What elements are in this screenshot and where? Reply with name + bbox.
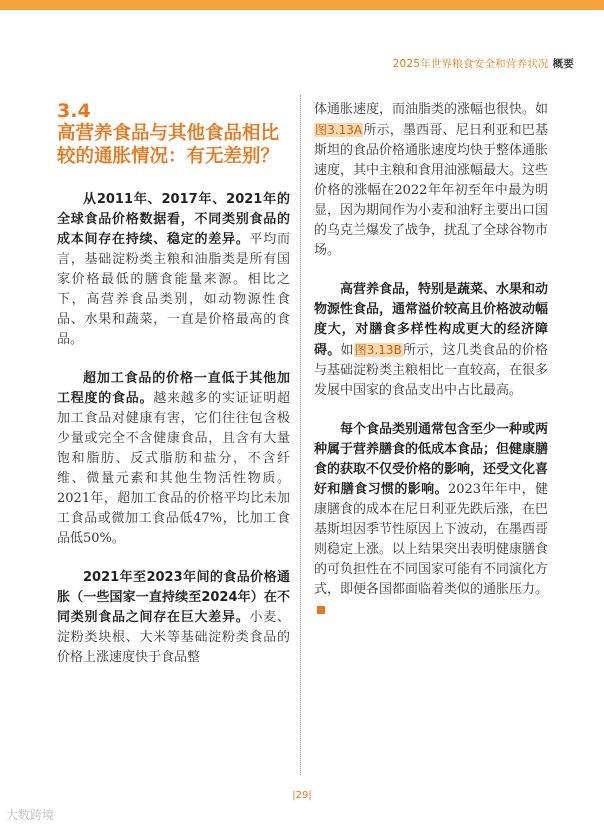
paragraph — [314, 280, 548, 401]
paragraph-lead: 2021年至2023年间的食品价格通胀（一些国家一直持续至2024年）在不同类别食品之间存在巨大差异。 — [57, 570, 290, 625]
paragraph-body: 越来越多的实证证明超加工食品对健康有害，它们往往包含极少量或完全不含健康食品，且含有大量饱和脂肪、反式脂肪和盐分，不含纤维、微量元素和其他生物活性物质。2021年，超加工食品的价格平均比未加工食品或微加工食品低47%，比加工食品低50%。 — [57, 391, 290, 546]
paragraph-body: 2023年年中，健康膳食的成本在尼日利亚先跌后涨，在巴基斯坦因季节性原因上下波动，在墨西哥则稳定上涨。以上结果突出表明健康膳食的可负担性在不同国家可能有不同演化方式，即便各国都面临着类似的通胀压力。 — [314, 482, 549, 597]
paragraph — [57, 190, 290, 350]
end-mark-icon — [317, 606, 325, 614]
paragraph-body: 平均而言，基础淀粉类主粮和油脂类是所有国家价格最低的膳食能量来源。相比之下，高营养食品类别，如动物源性食品、水果和蔬菜，一直是价格最高的食品。 — [57, 232, 290, 347]
report-section: 概要 — [552, 58, 574, 70]
section-title: 高营养食品与其他食品相比较的通胀情况：有无差别？ — [57, 123, 280, 167]
report-title: 2025年世界粮食安全和营养状况 — [392, 58, 549, 70]
paragraph — [57, 369, 290, 549]
paragraph-lead: 超加工食品的价格一直低于其他加工程度的食品。 — [57, 371, 290, 406]
paragraph-lead: 高营养食品，特别是蔬菜、水果和动物源性食品，通常溢价较高且价格波动幅度大，对膳食多样性构成更大的经济障碍。 — [314, 282, 549, 358]
paragraph-body: 所示，墨西哥、尼日利亚和巴基斯坦的食品价格通胀速度均快于整体通胀速度，其中主粮和食用油涨幅最大。这些价格的涨幅在2022年年初至年中最为明显，因为期间作为小麦和油籽主要出口国的乌克兰爆发了战争，扰乱了全球谷物市场。 — [314, 123, 549, 258]
page-number: |29| — [292, 790, 312, 801]
figure-reference-3-13a[interactable]: 图3.13A — [315, 123, 363, 137]
top-accent-bar — [0, 0, 604, 10]
paragraph-continued — [314, 100, 548, 261]
figure-reference-3-13b[interactable]: 图3.13B — [354, 343, 402, 357]
section-number: 3.4 — [57, 100, 91, 122]
paragraph-lead: 从2011年、2017年、2021年的全球食品价格数据看，不同类别食品的成本间存在持续、稳定的差异。 — [57, 192, 290, 247]
paragraph-body: 小麦、淀粉类块根、大米等基础淀粉类食品的价格上涨速度快于食品整 — [57, 610, 290, 665]
paragraph-body: 体通胀速度，而油脂类的涨幅也很快。如 — [314, 102, 549, 117]
paragraph-body: 如 — [340, 343, 354, 358]
paragraph-body: 所示，这几类食品的价格与基础淀粉类主粮相比一直较高，在很多发展中国家的食品支出中占比最高。 — [314, 343, 549, 398]
paragraph — [57, 568, 290, 668]
paragraph-lead: 每个食品类别通常包含至少一种或两种属于营养膳食的低成本食品；但健康膳食的获取不仅受价格的影响，还受文化喜好和膳食习惯的影响。 — [314, 422, 549, 497]
running-header — [393, 56, 574, 71]
watermark-logo: 大数跨境 — [6, 808, 55, 822]
left-column — [57, 100, 290, 687]
paragraph — [314, 420, 548, 620]
right-column — [314, 100, 548, 639]
column-divider — [300, 95, 301, 775]
